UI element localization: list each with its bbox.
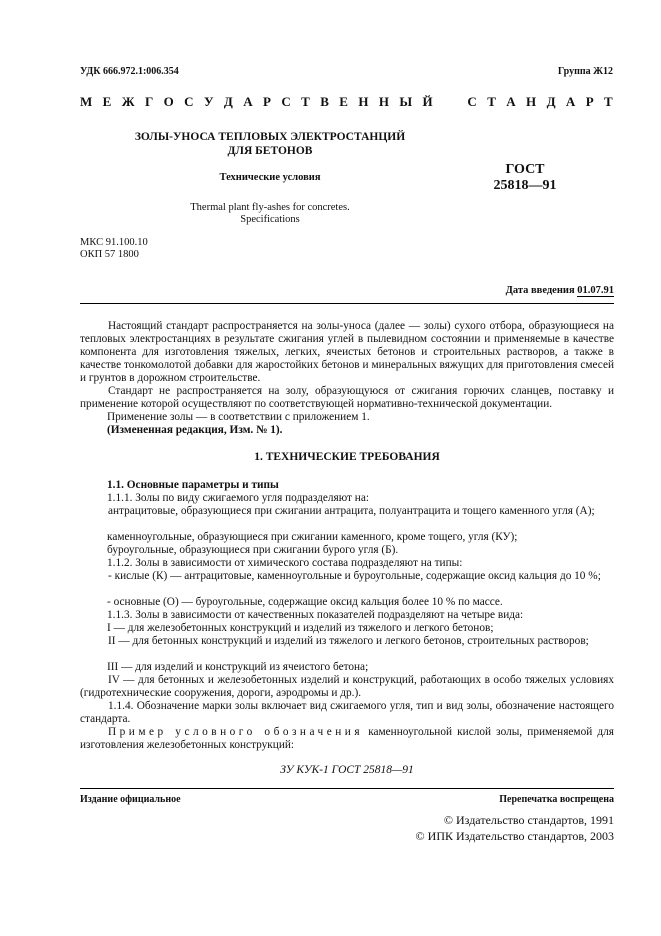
banner-letter: Г	[144, 94, 154, 109]
banner-letter: Н	[526, 94, 537, 109]
banner-letter: Н	[378, 94, 389, 109]
clause-1-1-1-a: антрацитовые, образующиеся при сжигании антрацита, полуантрацита и тощего каменного угля (А);	[108, 505, 595, 517]
intro-date	[506, 285, 614, 296]
intro-date-value: 01.07.91	[577, 285, 614, 296]
clause-1-1-3-2: II — для бетонных конструкций и изделий из тяжелого и легкого бетонов, строительных растворов;	[108, 635, 589, 647]
banner-letter: Д	[223, 94, 233, 109]
banner-letter: А	[243, 94, 253, 109]
banner-letter: У	[203, 94, 214, 109]
official-edition: Издание официальное	[80, 794, 181, 805]
clause-1-1-3-1: I — для железобетонных конструкций и изделий из тяжелого и легкого бетонов;	[107, 622, 494, 634]
banner-letter: Т	[301, 94, 310, 109]
intro-paragraph-3: Применение золы — в соответствии с приложением 1.	[107, 411, 370, 423]
banner-letter: Т	[604, 94, 613, 109]
intro-paragraph-1: Настоящий стандарт распространяется на золы-уноса (далее — золы) сухого отбора, образующиеся на тепловых электростанциях в результате сжигания углей в пылевидном состоянии и применяемые в качестве компонента для изготовления тяжелых, легких, ячеистых бетонов и строительных растворов, а также в качестве тонкомолотой добавки для жаростойких бетонов и минеральных вяжущих для приготовления смесей и грунтов в дорожном строительстве.	[80, 320, 614, 384]
banner-letter: Ы	[399, 94, 413, 109]
banner-letter: Й	[422, 94, 433, 109]
intro-date-label: Дата введения	[505, 285, 575, 296]
banner-letter: А	[565, 94, 576, 109]
subsection-heading: 1.1. Основные параметры и типы	[107, 479, 279, 491]
okp-code: ОКП 57 1800	[80, 249, 139, 260]
clause-1-1-1: 1.1.1. Золы по виду сжигаемого угля подразделяют на:	[107, 492, 369, 504]
gost-number: 25818—91	[493, 178, 557, 193]
example-text: каменноугольной кислой золы, применяемой для изготовления железобетонных конструкций:	[80, 726, 615, 751]
footer-divider	[80, 788, 614, 789]
banner-letter: Р	[585, 94, 594, 109]
banner-gap	[443, 94, 457, 110]
banner-letter: Д	[546, 94, 556, 109]
gost-label: ГОСТ	[505, 162, 545, 177]
title-line-2: ДЛЯ БЕТОНОВ	[227, 145, 313, 157]
clause-1-1-1-b: каменноугольные, образующиеся при сжигании каменного, кроме тощего, угля (КУ);	[107, 531, 518, 543]
clause-1-1-3-3: III — для изделий и конструкций из ячеистого бетона;	[107, 661, 369, 673]
banner-letter: Е	[339, 94, 348, 109]
subtitle: Технические условия	[219, 172, 321, 183]
banner-letter: Ж	[121, 94, 135, 109]
udk-code: УДК 666.972.1:006.354	[80, 66, 179, 77]
reprint-prohibited: Перепечатка воспрещена	[499, 794, 614, 805]
clause-1-1-3: 1.1.3. Золы в зависимости от качественных показателей подразделяют на четыре вида:	[107, 609, 524, 621]
title-line-1: ЗОЛЫ-УНОСА ТЕПЛОВЫХ ЭЛЕКТРОСТАНЦИЙ	[134, 131, 406, 143]
clause-1-1-2-a: - кислые (К) — антрацитовые, каменноугольные и буроугольные, содержащие оксид кальция до 10 %;	[108, 570, 601, 582]
banner-letter: С	[281, 94, 291, 109]
banner-letter: Н	[358, 94, 369, 109]
banner-letter: С	[467, 94, 477, 109]
banner-letter: А	[506, 94, 516, 109]
clause-1-1-2: 1.1.2. Золы в зависимости от химического состава подразделяют на типы:	[107, 557, 463, 569]
clause-1-1-2-b: - основные (О) — буроугольные, содержащие оксид кальция более 10 % по массе.	[107, 596, 503, 608]
banner-letter: В	[320, 94, 329, 109]
example-paragraph	[80, 726, 614, 752]
banner-letter: О	[163, 94, 174, 109]
banner-letter: Т	[487, 94, 496, 109]
banner-letter: Р	[263, 94, 271, 109]
banner-letter: Е	[102, 94, 112, 109]
clause-1-1-3-4: IV — для бетонных и железобетонных изделий и конструкций, работающих в особо тяжелых условиях (гидротехнические сооружения, дороги, аэродромы и др.).	[80, 674, 614, 699]
clause-1-1-4: 1.1.4. Обозначение марки золы включает вид сжигаемого угля, тип и вид золы, обозначение настоящего стандарта.	[80, 700, 614, 725]
amendment-note: (Измененная редакция, Изм. № 1).	[107, 424, 283, 436]
banner-letter: М	[80, 94, 93, 109]
english-title-1: Thermal plant fly-ashes for concretes.	[190, 202, 350, 213]
intro-paragraph-2: Стандарт не распространяется на золу, образующуюся от сжигания горючих сланцев, поставку и применение которой осуществляют по соответствующей нормативно-технической документации.	[80, 385, 614, 410]
standard-banner	[80, 94, 613, 110]
header-divider	[80, 303, 614, 304]
copyright-2003: © ИПК Издательство стандартов, 2003	[415, 829, 614, 843]
example-formula: ЗУ КУК-1 ГОСТ 25818—91	[280, 764, 414, 776]
group-code: Группа Ж12	[557, 66, 613, 77]
section-heading: 1. ТЕХНИЧЕСКИЕ ТРЕБОВАНИЯ	[254, 451, 440, 463]
copyright-1991: © Издательство стандартов, 1991	[443, 813, 614, 827]
mks-code: МКС 91.100.10	[80, 237, 148, 248]
clause-1-1-1-c: буроугольные, образующиеся при сжигании бурого угля (Б).	[107, 544, 399, 556]
banner-letter: С	[184, 94, 194, 109]
english-title-2: Specifications	[240, 214, 300, 225]
example-label: Пример условного обозначения	[108, 726, 364, 738]
